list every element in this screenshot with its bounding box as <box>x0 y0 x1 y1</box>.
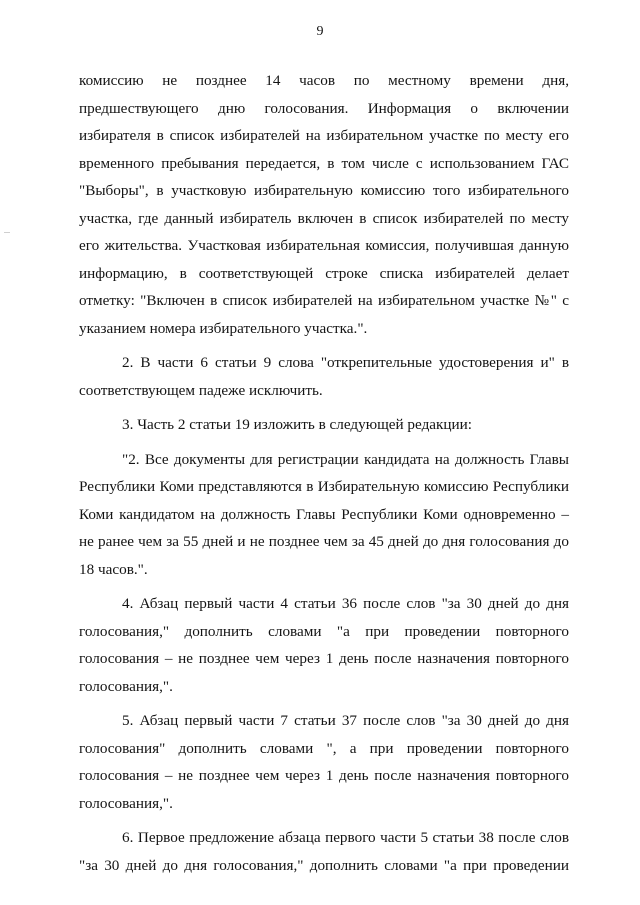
text-line: "2. Все документы для регистрации кандидата на должность Главы <box>122 450 569 468</box>
text-line: 3. Часть 2 статьи 19 изложить в следующей редакции: <box>122 416 473 433</box>
text-line: его жительства. Участковая избирательная комиссия, получившая данную <box>79 237 569 254</box>
margin-mark <box>4 232 10 233</box>
text-line: соответствующем падеже исключить. <box>79 381 323 399</box>
text-line: предшествующего дню голосования. Информация о включении <box>79 99 569 117</box>
text-line: не ранее чем за 55 дней и не позднее чем за 45 дней до дня голосования до <box>79 533 569 550</box>
text-line: Коми кандидатом на должность Главы Республики Коми одновременно – <box>79 505 569 523</box>
text-line: 5. Абзац первый части 7 статьи 37 после слов "за 30 дней до дня <box>122 712 569 729</box>
text-line: голосования – не позднее чем через 1 день после назначения повторного <box>79 767 569 784</box>
paragraph-p4 <box>79 446 569 584</box>
text-line: временного пребывания передается, в том числе с использованием ГАС <box>79 154 569 172</box>
text-line: 6. Первое предложение абзаца первого части 5 статьи 38 после слов <box>122 829 569 846</box>
paragraph-p5 <box>79 590 569 700</box>
text-line: 18 часов.". <box>79 560 148 578</box>
text-line: "за 30 дней до дня голосования," дополнить словами "а при проведении <box>79 856 569 874</box>
text-line: голосования,". <box>79 794 173 812</box>
paragraph-gap <box>79 439 569 446</box>
page-number: 9 <box>316 24 324 39</box>
paragraph-p2 <box>79 349 569 404</box>
paragraph-p7 <box>79 824 569 879</box>
text-line: "Выборы", в участковую избирательную комиссию того избирательного <box>79 182 569 199</box>
paragraph-gap <box>79 583 569 590</box>
text-line: Республики Коми представляются в Избирательную комиссию Республики <box>79 478 569 495</box>
document-body <box>79 67 569 879</box>
paragraph-p6 <box>79 707 569 817</box>
text-line: 4. Абзац первый части 4 статьи 36 после слов "за 30 дней до дня <box>122 595 569 612</box>
text-line: избирателя в список избирателей на избирательном участке по месту его <box>79 127 569 144</box>
text-line: указанием номера избирательного участка.". <box>79 319 368 337</box>
paragraph-gap <box>79 404 569 411</box>
paragraph-gap <box>79 817 569 824</box>
text-line: голосования" дополнить словами ", а при проведении повторного <box>79 739 569 757</box>
paragraph-gap <box>79 700 569 707</box>
paragraph-p3 <box>79 411 569 439</box>
text-line: участка, где данный избиратель включен в список избирателей по месту <box>79 209 569 227</box>
text-line: 2. В части 6 статьи 9 слова "открепительные удостоверения и" в <box>122 354 569 371</box>
paragraph-gap <box>79 342 569 349</box>
paragraph-p1 <box>79 67 569 342</box>
text-line: голосования – не позднее чем через 1 день после назначения повторного <box>79 650 569 667</box>
text-line: отметку: "Включен в список избирателей на избирательном участке №" с <box>79 292 569 309</box>
text-line: комиссию не позднее 14 часов по местному времени дня, <box>79 72 569 89</box>
text-line: голосования," дополнить словами "а при проведении повторного <box>79 622 569 640</box>
text-line: голосования,". <box>79 677 173 695</box>
text-line: информацию, в соответствующей строке списка избирателей делает <box>79 264 569 282</box>
